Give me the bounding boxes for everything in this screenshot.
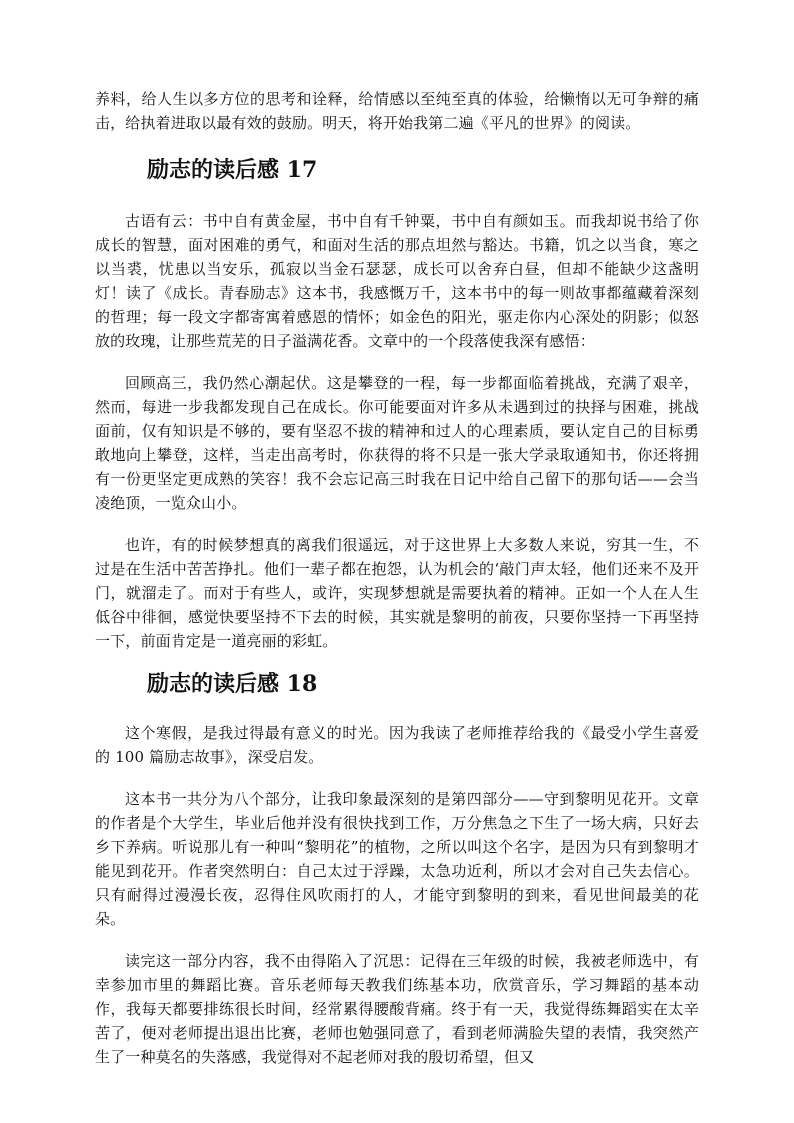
section-18-paragraph-3: 读完这一部分内容，我不由得陷入了沉思：记得在三年级的时候，我被老师选中，有幸参加市里的舞蹈比赛。音乐老师每天教我们练基本功，欣赏音乐，学习舞蹈的基本动作，我每天都要排练很长时间，经常累得腰酸背痛。终于有一天，我觉得练舞蹈实在太辛苦了，便对老师提出退出比赛，老师也勉强同意了，看到老师满脸失望的表情，我突然产生了一种莫名的失落感，我觉得对不起老师对我的殷切希望，但又 bbox=[95, 952, 699, 1066]
document-page bbox=[95, 87, 699, 1069]
section-18-title: 励志的读后感 18 bbox=[147, 671, 318, 697]
intro-paragraph: 养料，给人生以多方位的思考和诠释，给情感以至纯至真的体验，给懒惰以无可争辩的痛击，给执着进取以最有效的鼓励。明天，将开始我第二遍《平凡的世界》的阅读。 bbox=[95, 90, 699, 132]
section-18-paragraph-2: 这本书一共分为八个部分，让我印象最深刻的是第四部分——守到黎明见花开。文章的作者是个大学生，毕业后他并没有很快找到工作，万分焦急之下生了一场大病，只好去乡下养病。听说那儿有一种叫“黎明花”的植物，之所以叫这个名字，是因为只有到黎明才能见到花开。作者突然明白：自己太过于浮躁，太急功近利，所以才会对自己失去信心。只有耐得过漫漫长夜，忍得住风吹雨打的人，才能守到黎明的到来，看见世间最美的花朵。 bbox=[95, 790, 699, 928]
section-17-paragraph-1: 古语有云：书中自有黄金屋，书中自有千钟粟，书中自有颜如玉。而我却说书给了你成长的智慧，面对困难的勇气，和面对生活的那点坦然与豁达。书籍，饥之以当食，寒之以当裘，忧患以当安乐，孤寂以当金石瑟瑟，成长可以舍弃白昼，但却不能缺少这盏明灯！读了《成长。青春励志》这本书，我感慨万千，这本书中的每一则故事都蕴藏着深刻的哲理；每一段文字都寄寓着感恩的情怀；如金色的阳光，驱走你内心深处的阴影；似怒放的玫瑰，让那些荒芜的日子溢满花香。文章中的一个段落使我深有感悟： bbox=[95, 212, 699, 350]
section-17-paragraph-2: 回顾高三，我仍然心潮起伏。这是攀登的一程，每一步都面临着挑战，充满了艰辛，然而，每进一步我都发现自己在成长。你可能要面对许多从未遇到过的抉择与困难，挑战面前，仅有知识是不够的，要有坚忍不拔的精神和过人的心理素质，要认定自己的目标勇敢地向上攀登，这样，当走出高考时，你获得的将不只是一张大学录取通知书，你还将拥有一份更坚定更成熟的笑容！我不会忘记高三时我在日记中给自己留下的那句话——会当凌绝顶，一览众山小。 bbox=[95, 374, 699, 512]
section-17-paragraph-3: 也许，有的时候梦想真的离我们很遥远，对于这世界上大多数人来说，穷其一生，不过是在生活中苦苦挣扎。他们一辈子都在抱怨，认为机会的‘敲门声太轻，他们还来不及开门，就溜走了。而对于有些人，或许，实现梦想就是需要执着的精神。正如一个人在人生低谷中徘徊，感觉快要坚持不下去的时候，其实就是黎明的前夜，只要你坚持一下再坚持一下，前面肯定是一道亮丽的彩虹。 bbox=[95, 536, 699, 650]
section-18-paragraph-1: 这个寒假，是我过得最有意义的时光。因为我读了老师推荐给我的《最受小学生喜爱的 100 篇励志故事》，深受启发。 bbox=[95, 724, 699, 766]
section-17-title: 励志的读后感 17 bbox=[147, 157, 318, 183]
